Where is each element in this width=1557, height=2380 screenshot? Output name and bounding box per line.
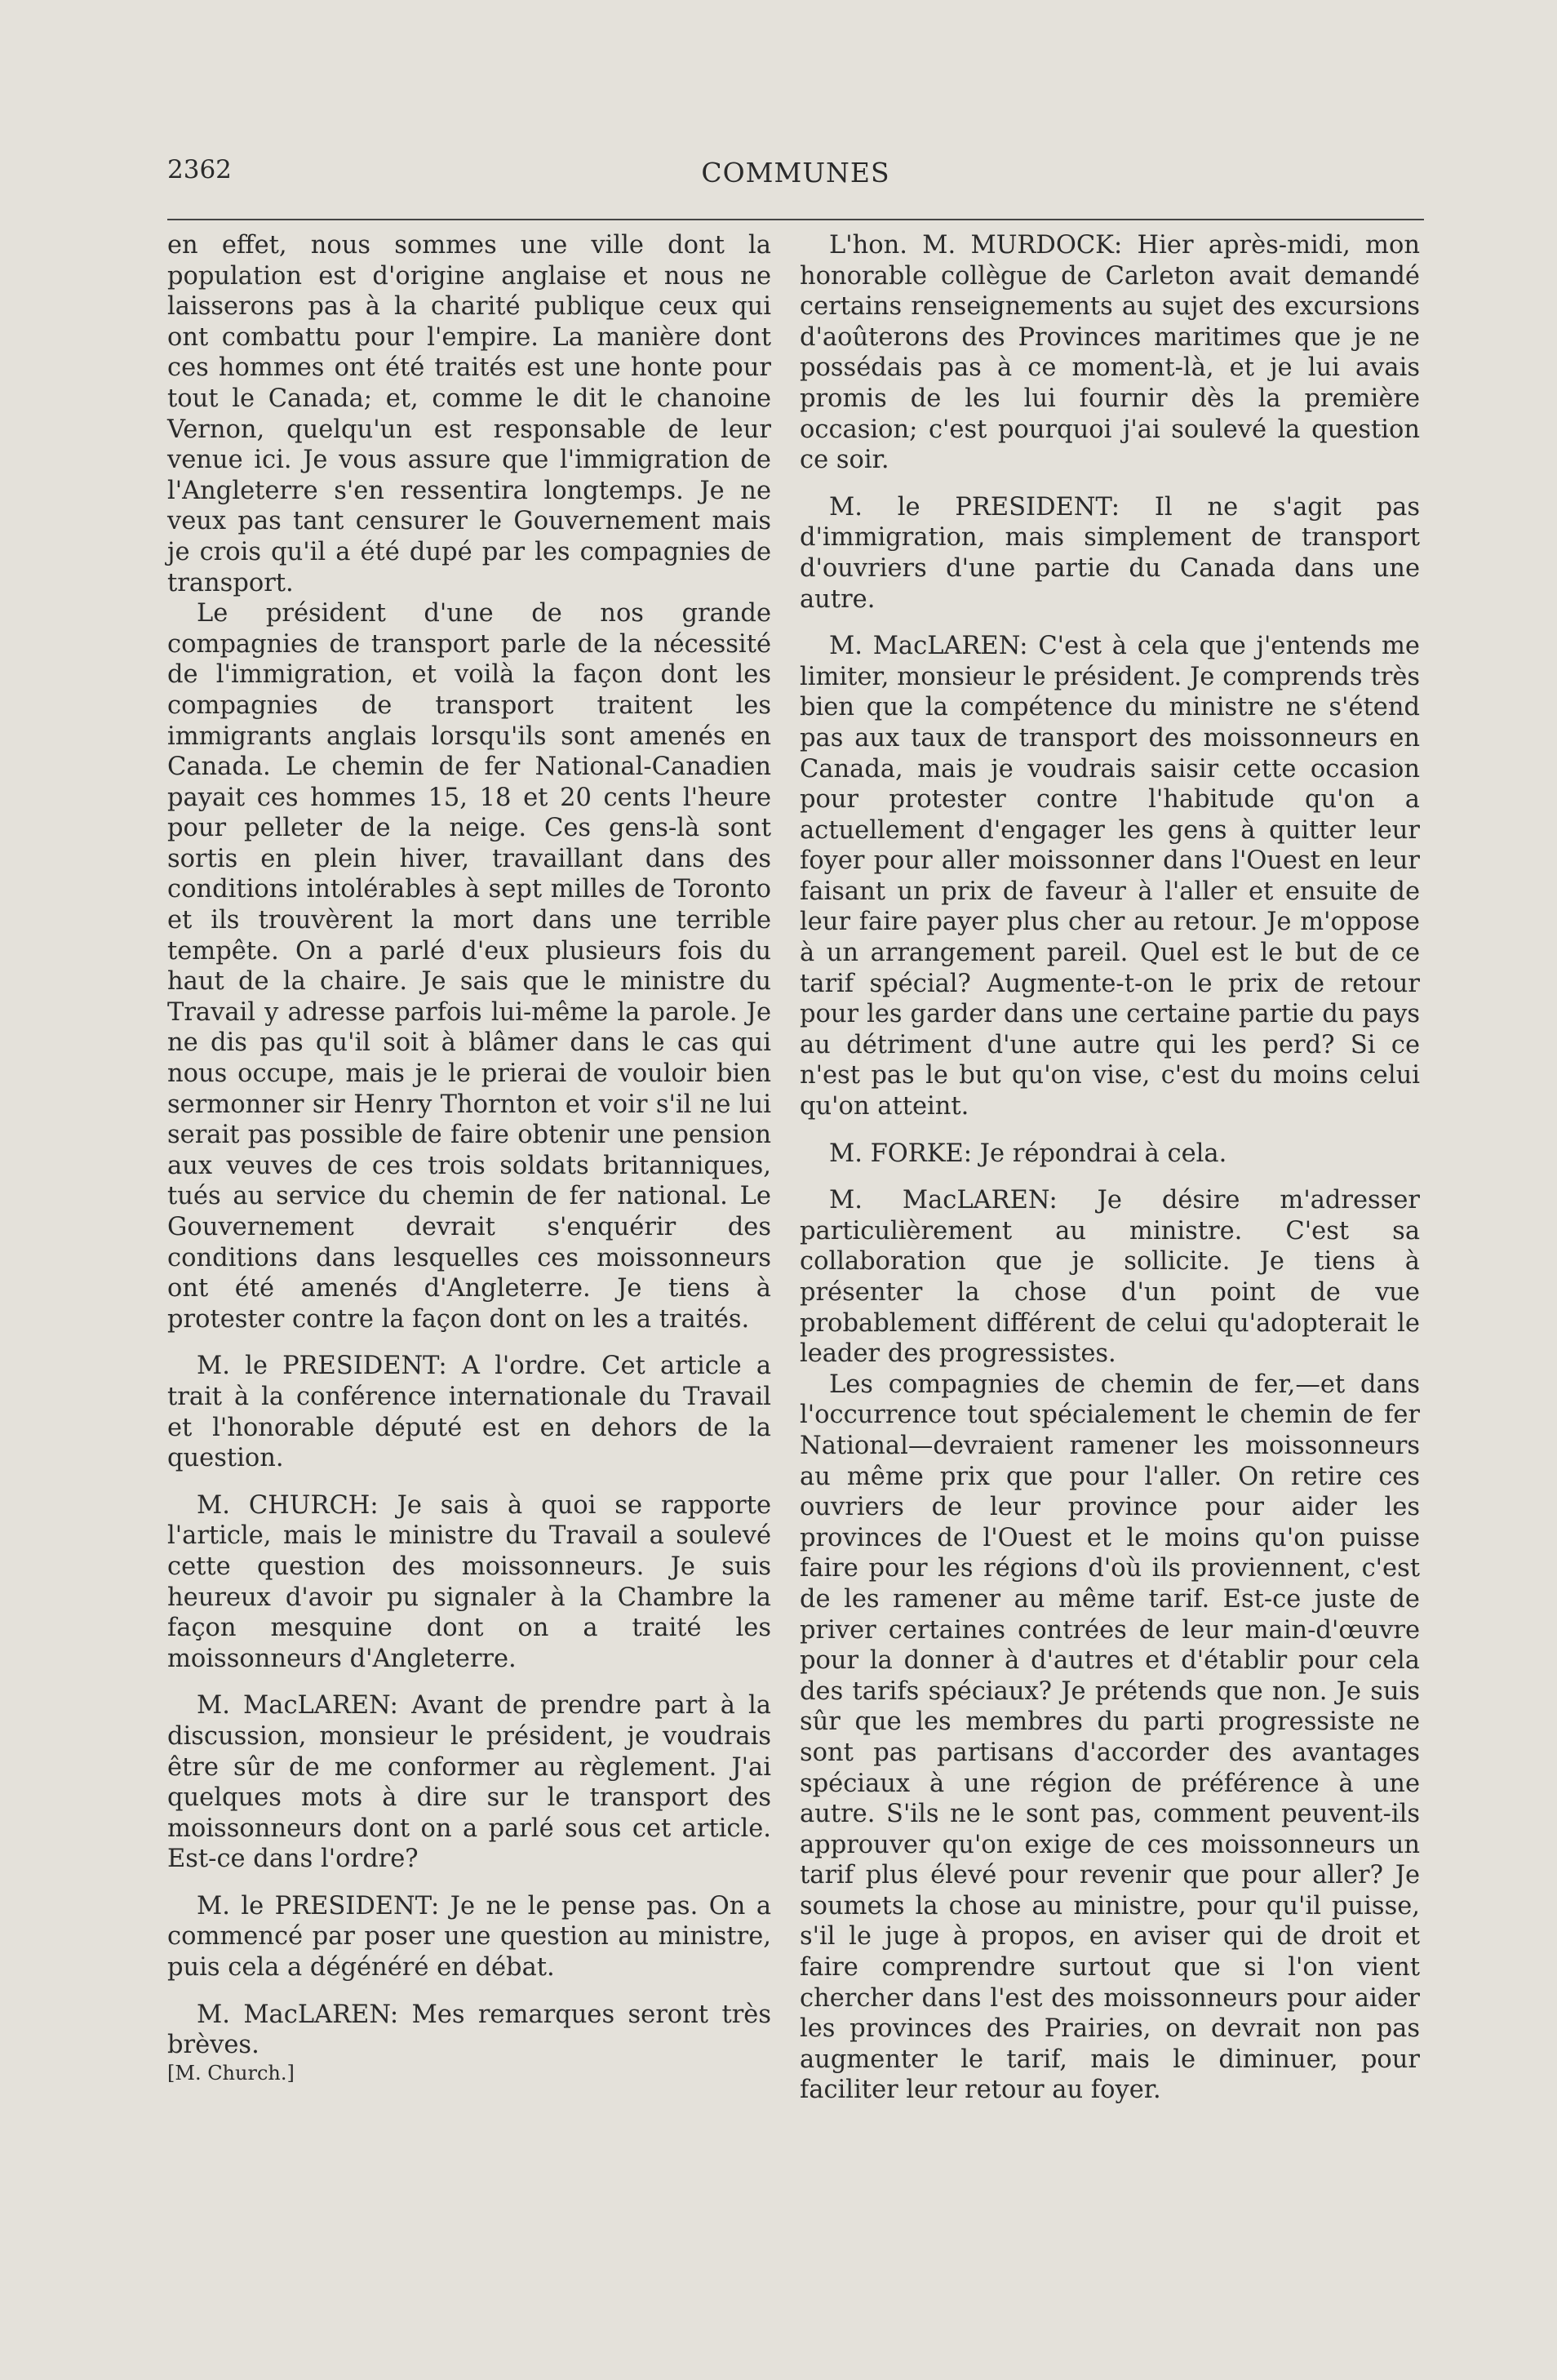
right-column xyxy=(800,230,1420,2106)
speaker-name: M. MacLAREN: xyxy=(197,1691,398,1721)
speech xyxy=(167,1351,771,1473)
speaker-name: L'hon. M. MURDOCK: xyxy=(829,231,1123,260)
speaker-name: M. CHURCH: xyxy=(197,1490,379,1520)
speech-text: C'est à cela que j'entends me limiter, monsieur le président. Je comprends très bien que la compétence du ministre ne s'étend pas aux taux de transport des moissonneurs en Canada, mais je voudrais saisir cette occasion pour protester contre l'habitude qu'on a actuellement d'engager les gens à quitter leur foyer pour aller moissonner dans l'Ouest en leur faisant un prix de faveur à l'aller et ensuite de leur faire payer plus cher au retour. Je m'oppose à un arrangement pareil. Quel est le but de ce tarif spécial? Augmente-t-on le prix de retour pour les garder dans une certaine partie du pays au détriment d'une autre qui les perd? Si ce n'est pas le but qu'on vise, c'est du moins celui qu'on atteint. xyxy=(800,632,1420,1121)
speech-text: Je répondrai à cela. xyxy=(972,1139,1227,1168)
page-number: 2362 xyxy=(167,155,232,184)
speech-text: Il ne s'agit pas d'immigration, mais simplement de transport d'ouvriers d'une partie du Canada dans une autre. xyxy=(800,492,1420,614)
speech xyxy=(167,1891,771,1983)
speaker-name: M. le PRESIDENT: xyxy=(829,492,1120,522)
speech-text: Je désire m'adresser particulièrement au ministre. C'est sa collaboration que je sollicite. Je tiens à présenter la chose d'un point de vue probablement différent de celui qu'adopterait le leader des progressistes. xyxy=(800,1186,1420,1369)
paragraph: en effet, nous sommes une ville dont la population est d'origine anglaise et nous ne laisserons pas à la charité publique ceux qui ont combattu pour l'empire. La manière dont ces hommes ont été traités est une honte pour tout le Canada; et, comme le dit le chanoine Vernon, quelqu'un est responsable de leur venue ici. Je vous assure que l'immigration de l'Angleterre s'en ressentira longtemps. Je ne veux pas tant censurer le Gouvernement mais je crois qu'il a été dupé par les compagnies de transport. xyxy=(167,231,771,597)
speaker-name: M. FORKE: xyxy=(829,1139,973,1168)
speech xyxy=(800,230,1420,476)
speaker-name: M. MacLAREN: xyxy=(829,632,1028,661)
paragraph: Le président d'une de nos grande compagnies de transport parle de la nécessité de l'immigration, et voilà la façon dont les compagnies de transport traitent les immigrants anglais lorsqu'ils sont amenés en Canada. Le chemin de fer National-Canadien payait ces hommes 15, 18 et 20 cents l'heure pour pelleter de la neige. Ces gens-là sont sortis en plein hiver, travaillant dans des conditions intolérables à sept milles de Toronto et ils trouvèrent la mort dans une terrible tempête. On a parlé d'eux plusieurs fois du haut de la chaire. Je sais que le ministre du Travail y adresse parfois lui-même la parole. Je ne dis pas qu'il soit à blâmer dans le cas qui nous occupe, mais je le prierai de vouloir bien sermonner sir Henry Thornton et voir s'il ne lui serait pas possible de faire obtenir une pension aux veuves de ces trois soldats britanniques, tués au service du chemin de fer national. Le Gouvernement devrait s'enquérir des conditions dans lesquelles ces moissonneurs ont été amenés d'Angleterre. Je tiens à protester contre la façon dont on les a traités. xyxy=(167,599,771,1334)
speaker-name: M. MacLAREN: xyxy=(197,2000,399,2029)
speaker-name: M. MacLAREN: xyxy=(829,1186,1058,1215)
speech-text: Mes remarques seront très brèves. xyxy=(167,2000,771,2060)
paragraph: Les compagnies de chemin de fer,—et dans l'occurrence tout spécialement le chemin de fer National—devraient ramener les moissonneurs au même prix que pour l'aller. On retire ces ouvriers de leur province pour aider les provinces de l'Ouest et le moins qu'on puisse faire pour les régions d'où ils proviennent, c'est de les ramener au même tarif. Est-ce juste de priver certaines contrées de leur main-d'œuvre pour la donner à d'autres et d'établir pour cela des tarifs spéciaux? Je prétends que non. Je suis sûr que les membres du parti progressiste ne sont pas partisans d'accorder des avantages spéciaux à une région de préférence à une autre. S'ils ne le sont pas, comment peuvent-ils approuver qu'on exige de ces moissonneurs un tarif plus élevé pour revenir que pour aller? Je soumets la chose au ministre, pour qu'il puisse, s'il le juge à propos, en aviser qui de droit et faire comprendre surtout que si l'on vient chercher dans l'est des moissonneurs pour aider les provinces des Prairies, on devrait non pas augmenter le tarif, mais le diminuer, pour faciliter leur retour au foyer. xyxy=(800,1370,1420,2105)
speech xyxy=(800,492,1420,615)
speech xyxy=(167,1690,771,1875)
speech xyxy=(800,1139,1420,1170)
speaker-name: M. le PRESIDENT: xyxy=(197,1891,440,1920)
header-rule xyxy=(167,219,1424,220)
page-title: COMMUNES xyxy=(701,157,890,189)
speaker-footnote: [M. Church.] xyxy=(167,2061,295,2085)
speech xyxy=(167,2000,771,2061)
page-header xyxy=(167,155,1424,196)
speech-text: Hier après-midi, mon honorable collègue de Carleton avait demandé certains renseignements au sujet des excursions d'aoûterons des Provinces maritimes que je ne possédais pas à ce moment-là, et je lui avais promis de les lui fournir dès la première occasion; c'est pourquoi j'ai soulevé la question ce soir. xyxy=(800,231,1420,475)
speech xyxy=(800,631,1420,1122)
speech xyxy=(167,1490,771,1675)
speech-text: Je ne le pense pas. On a commencé par poser une question au ministre, puis cela a dégénéré en débat. xyxy=(167,1891,771,1983)
speech-text: Avant de prendre part à la discussion, monsieur le président, je voudrais être sûr de me conformer au règlement. J'ai quelques mots à dire sur le transport des moissonneurs dont on a parlé sous cet article. Est-ce dans l'ordre? xyxy=(167,1691,771,1874)
left-column xyxy=(167,230,771,2085)
speaker-name: M. le PRESIDENT: xyxy=(197,1352,447,1381)
speech-text: A l'ordre. Cet article a trait à la conférence internationale du Travail et l'honorable député est en dehors de la question. xyxy=(167,1352,772,1473)
speech xyxy=(800,1185,1420,1370)
speech-text: Je sais à quoi se rapporte l'article, mais le ministre du Travail a soulevé cette question des moissonneurs. Je suis heureux d'avoir pu signaler à la Chambre la façon mesquine dont on a traité les moissonneurs d'Angleterre. xyxy=(167,1490,771,1673)
